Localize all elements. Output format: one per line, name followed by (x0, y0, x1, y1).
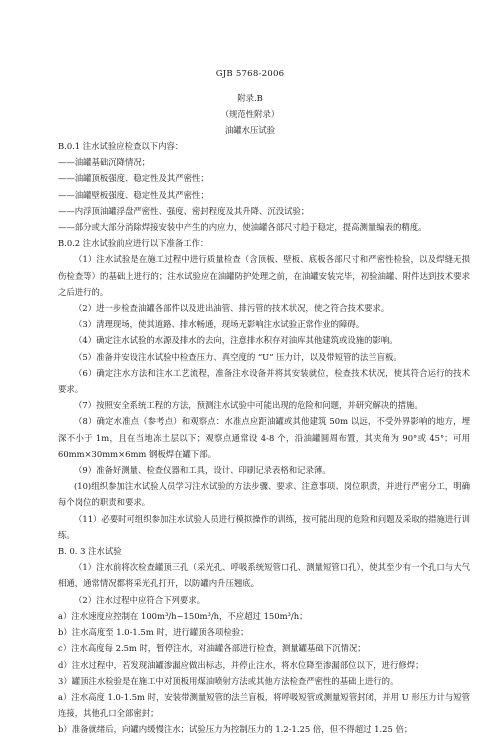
list-item: ——油罐壁板强度、稳定性及其严密性； (58, 189, 209, 200)
list-item: 3）罐顶注水检验是在施工中对顶板用煤油喷射方法或其他方法检查严密性的基础上进行的。 (58, 675, 399, 686)
appendix-title: 附录.B (237, 93, 263, 103)
paragraph: （1）注水前将次检查罐顶三孔（采光孔、呼吸系统短管口孔、测量短管口孔），使其至少有一个孔口与大气相通，通常情况都将采光孔打开，以防罐内升压翘底。 (58, 562, 470, 589)
list-item: a）注水高度 1.0-1.5m 时，安装带测量短管的法兰盲板，将呼吸短管或测量短管封闭，并用 U 形压力计与短管连接，其他孔口全部密封； (58, 691, 470, 719)
paragraph: （2）进一步检查油罐各部件以及进出油管、排污管的技术状况，使之符合技术要求。 (74, 303, 390, 314)
list-item: ——油罐顶板强度、稳定性及其严密性； (58, 173, 209, 184)
section-b01-heading: B.0.1 注水试验应检查以下内容： (58, 141, 184, 151)
paragraph: （8）确定水准点（参考点）和观察点：水准点应距油罐或其他建筑 50m 以远，不受外界影响的地方，埋深不小于 1m，且在当地冻土层以下；观察点通常设 4-8 个，沿油罐圆周布置，其夹角为 90°或 45°；可用 60mm×30mm×6mm 钢板焊在罐下部。 (58, 416, 470, 459)
list-item: ——油罐基础沉降情况； (58, 157, 151, 168)
paragraph: （4）确定注水试验的水源及排水的去向，注意排水积存对油库其他建筑或设施的影响。 (74, 335, 398, 346)
list-item: ——内浮顶油罐浮盘严密性、强度、密封程度及其升降、沉没试验； (58, 205, 310, 216)
list-item: d）注水过程中，若发现油罐渗漏应做出标志，并停止注水，将水位降至渗漏部位以下，进行修焊； (58, 659, 424, 670)
paragraph: （7）按照安全系统工程的方法，预测注水试验中可能出现的危险和问题，并研究解决的措施。 (74, 400, 423, 411)
appendix-subject: 油罐水压试验 (224, 125, 276, 135)
paragraph: （9）准备好测量、检查仪器和工具，设计、印刷记录表格和记录薄。 (74, 465, 331, 476)
paragraph: （2）注水过程中应符合下列要求。 (74, 594, 205, 605)
appendix-note: （规范性附录） (220, 109, 280, 119)
list-item: c）注水高度每 2.5m 时，暂停注水，对油罐各部进行检查，测量罐基础下沉情况； (58, 643, 366, 654)
list-item: b）准备就绪后，向罐内缓慢注水；试验压力为控制压力的 1.2-1.25 倍，但不得超过 1.25 倍； (58, 724, 413, 735)
list-item: b）注水高度至 1.0-1.5m 时，进行罐顶各项检验； (58, 627, 249, 638)
paragraph: （3）清理现场，使其道路、排水畅通，现场无影响注水试验正常作业的障碍。 (74, 319, 365, 330)
list-item: a）注水速度应控制在 100m³/h~150m³/h，不应超过 150m³/h； (58, 610, 308, 621)
paragraph: (10)组织参加注水试验人员学习注水试验的方法步骤、要求、注意事项、岗位职责，并进行严密分工，明确每个岗位的职责和要求。 (58, 481, 470, 508)
paragraph: （11）必要时可组织参加注水试验人员进行模拟操作的训练，按可能出现的危险和问题及采取的措施进行训练。 (58, 513, 470, 540)
paragraph: （1）注水试验是在施工过程中进行质量检查（含顶板、壁板、底板各部尺寸和严密性检验，以及焊缝无损伤检查等）的基础上进行的；注水试验应在油罐防护处理之前，在油罐安装完毕，初验油罐、附件达到技术要求之后进行的。 (58, 254, 470, 297)
paragraph: （6）确定注水方法和注水工艺流程，准备注水设备并将其安装就位，检查技术状况，使其符合运行的技术要求。 (58, 367, 470, 395)
paragraph: （5）准备并安设注水试验中检查压力、真空度的 “U” 压力计，以及带短管的法兰盲板。 (74, 351, 402, 362)
body-text (58, 138, 470, 738)
section-b02-heading: B.0.2 注水试验前应进行以下准备工作： (58, 238, 209, 249)
standard-number: GJB 5768-2006 (215, 69, 285, 79)
section-b03-heading: B. 0. 3 注水试验 (58, 546, 122, 557)
list-item: ——部分或大部分消除焊接安装中产生的内应力，使油罐各部尺寸趋于稳定，提高测量编表的精度。 (58, 222, 427, 233)
